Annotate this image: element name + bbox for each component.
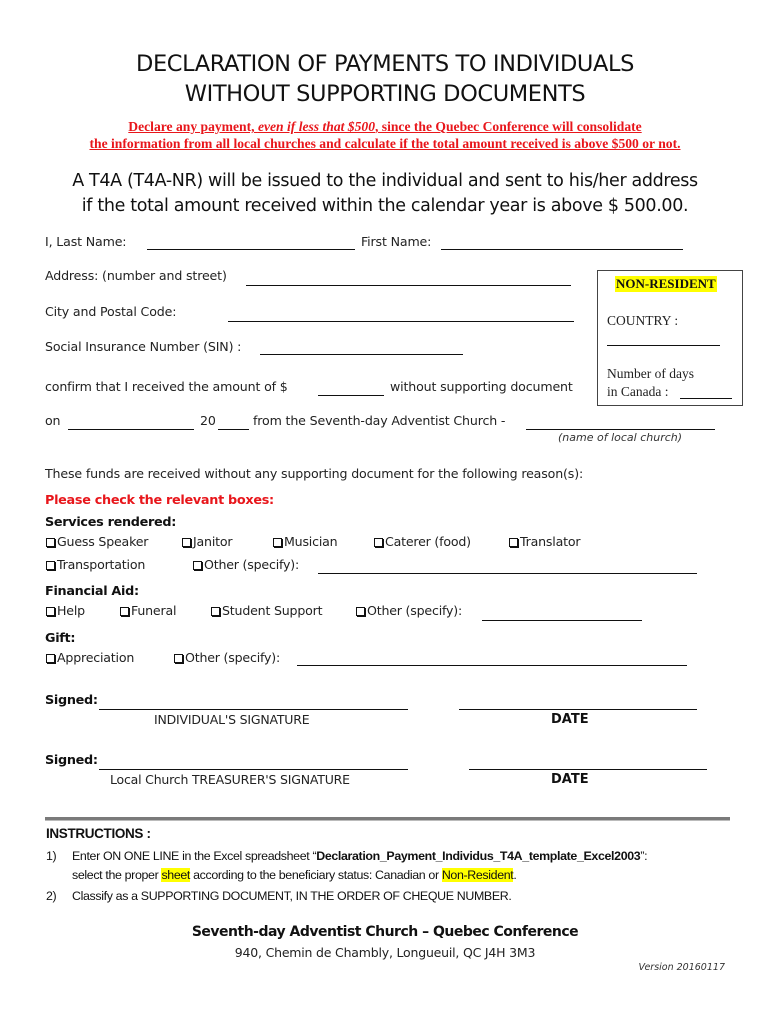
footer-address: 940, Chemin de Chambly, Longueuil, QC J4H 3M3 xyxy=(234,945,536,960)
treasurer-signature-caption: Local Church TREASURER'S SIGNATURE xyxy=(110,772,350,787)
year-field[interactable] xyxy=(218,415,249,430)
non-resident-title: NON-RESIDENT xyxy=(616,276,716,291)
individual-date-caption: DATE xyxy=(551,712,589,727)
checkbox-icon xyxy=(46,538,55,547)
t4a-notice-line1: A T4A (T4A-NR) will be issued to the individual and sent to his/her address xyxy=(72,171,698,191)
country-label: COUNTRY : xyxy=(607,313,679,328)
checkbox-financial-other[interactable]: Other (specify): xyxy=(356,603,462,618)
checkbox-services-other[interactable]: Other (specify): xyxy=(193,557,299,572)
individual-signed-label: Signed: xyxy=(45,693,98,708)
instruction-1-line2: select the proper sheet according to the beneficiary status: Canadian or Non-Resident. xyxy=(72,868,517,882)
highlight-non-resident: Non-Resident xyxy=(441,868,514,882)
services-heading: Services rendered: xyxy=(45,515,177,530)
financial-other-field[interactable] xyxy=(482,606,642,621)
declare-note-line2: the information from all local churches and calculate if the total amount received is above $500 or not. xyxy=(89,136,681,151)
last-name-label: I, Last Name: xyxy=(45,234,127,249)
checkbox-icon xyxy=(193,561,202,570)
year-prefix: 20 xyxy=(200,413,216,428)
checkbox-student-support[interactable]: Student Support xyxy=(211,603,322,618)
reasons-intro: These funds are received without any supporting document for the following reason(s): xyxy=(45,466,584,481)
checkbox-translator[interactable]: Translator xyxy=(509,534,580,549)
page-title-line2: WITHOUT SUPPORTING DOCUMENTS xyxy=(184,81,586,107)
checkbox-guess-speaker[interactable]: Guess Speaker xyxy=(46,534,148,549)
checkbox-icon xyxy=(374,538,383,547)
checkbox-appreciation[interactable]: Appreciation xyxy=(46,650,134,665)
treasurer-signature-field[interactable] xyxy=(99,755,408,770)
local-church-field[interactable] xyxy=(526,415,715,430)
version-label: Version 20160117 xyxy=(638,962,725,973)
days-label-2: in Canada : xyxy=(607,384,669,399)
highlight-sheet: sheet xyxy=(161,868,190,882)
sin-field[interactable] xyxy=(260,340,463,355)
church-label: from the Seventh-day Adventist Church - xyxy=(253,413,506,428)
treasurer-date-field[interactable] xyxy=(469,755,707,770)
city-postal-label: City and Postal Code: xyxy=(45,304,177,319)
check-boxes-instruction: Please check the relevant boxes: xyxy=(45,493,274,508)
checkbox-help[interactable]: Help xyxy=(46,603,85,618)
checkbox-icon xyxy=(182,538,191,547)
confirm-text-b: without supporting document xyxy=(390,379,573,394)
financial-aid-heading: Financial Aid: xyxy=(45,584,139,599)
checkbox-icon xyxy=(273,538,282,547)
amount-field[interactable] xyxy=(318,381,384,396)
first-name-label: First Name: xyxy=(361,234,432,249)
checkbox-icon xyxy=(174,654,183,663)
checkbox-icon xyxy=(120,607,129,616)
checkbox-icon xyxy=(46,654,55,663)
template-filename: Declaration_Payment_Individus_T4A_template_Excel2003 xyxy=(316,849,641,863)
treasurer-date-caption: DATE xyxy=(551,772,589,787)
first-name-field[interactable] xyxy=(441,235,683,250)
gift-other-field[interactable] xyxy=(297,651,687,666)
city-postal-field[interactable] xyxy=(228,307,574,322)
declare-note-line1: Declare any payment, even if less that $500, since the Quebec Conference will consolidate xyxy=(128,119,642,134)
checkbox-icon xyxy=(46,561,55,570)
services-other-field[interactable] xyxy=(318,559,697,574)
section-divider xyxy=(45,817,730,821)
sin-label: Social Insurance Number (SIN) : xyxy=(45,339,242,354)
checkbox-funeral[interactable]: Funeral xyxy=(120,603,176,618)
last-name-field[interactable] xyxy=(147,235,355,250)
individual-signature-caption: INDIVIDUAL'S SIGNATURE xyxy=(154,712,310,727)
instruction-2-text: Classify as a SUPPORTING DOCUMENT, IN THE ORDER OF CHEQUE NUMBER. xyxy=(72,889,512,903)
instructions-heading: INSTRUCTIONS : xyxy=(46,826,151,841)
checkbox-icon xyxy=(211,607,220,616)
checkbox-icon xyxy=(509,538,518,547)
page-title-line1: DECLARATION OF PAYMENTS TO INDIVIDUALS xyxy=(136,51,634,77)
individual-date-field[interactable] xyxy=(459,695,697,710)
address-label: Address: (number and street) xyxy=(45,268,227,283)
t4a-notice-line2: if the total amount received within the calendar year is above $ 500.00. xyxy=(81,196,689,216)
address-field[interactable] xyxy=(246,271,571,286)
checkbox-caterer[interactable]: Caterer (food) xyxy=(374,534,471,549)
days-label-1: Number of days xyxy=(607,366,694,381)
instruction-1-line1: Enter ON ONE LINE in the Excel spreadsheet “Declaration_Payment_Individus_T4A_template_Excel2003”: xyxy=(72,849,648,863)
local-church-hint: (name of local church) xyxy=(558,431,683,444)
individual-signature-field[interactable] xyxy=(99,695,408,710)
confirm-text-a: confirm that I received the amount of $ xyxy=(45,379,288,394)
on-label: on xyxy=(45,413,61,428)
checkbox-transportation[interactable]: Transportation xyxy=(46,557,145,572)
gift-heading: Gift: xyxy=(45,631,76,646)
footer-organization: Seventh-day Adventist Church – Quebec Conference xyxy=(191,924,579,940)
country-field[interactable] xyxy=(607,331,720,346)
checkbox-musician[interactable]: Musician xyxy=(273,534,337,549)
checkbox-icon xyxy=(356,607,365,616)
checkbox-icon xyxy=(46,607,55,616)
treasurer-signed-label: Signed: xyxy=(45,753,98,768)
instruction-1-number: 1) xyxy=(46,849,57,863)
payment-date-field[interactable] xyxy=(68,415,194,430)
checkbox-gift-other[interactable]: Other (specify): xyxy=(174,650,280,665)
days-in-canada-field[interactable] xyxy=(680,384,732,399)
checkbox-janitor[interactable]: Janitor xyxy=(182,534,232,549)
instruction-2-number: 2) xyxy=(46,889,57,903)
